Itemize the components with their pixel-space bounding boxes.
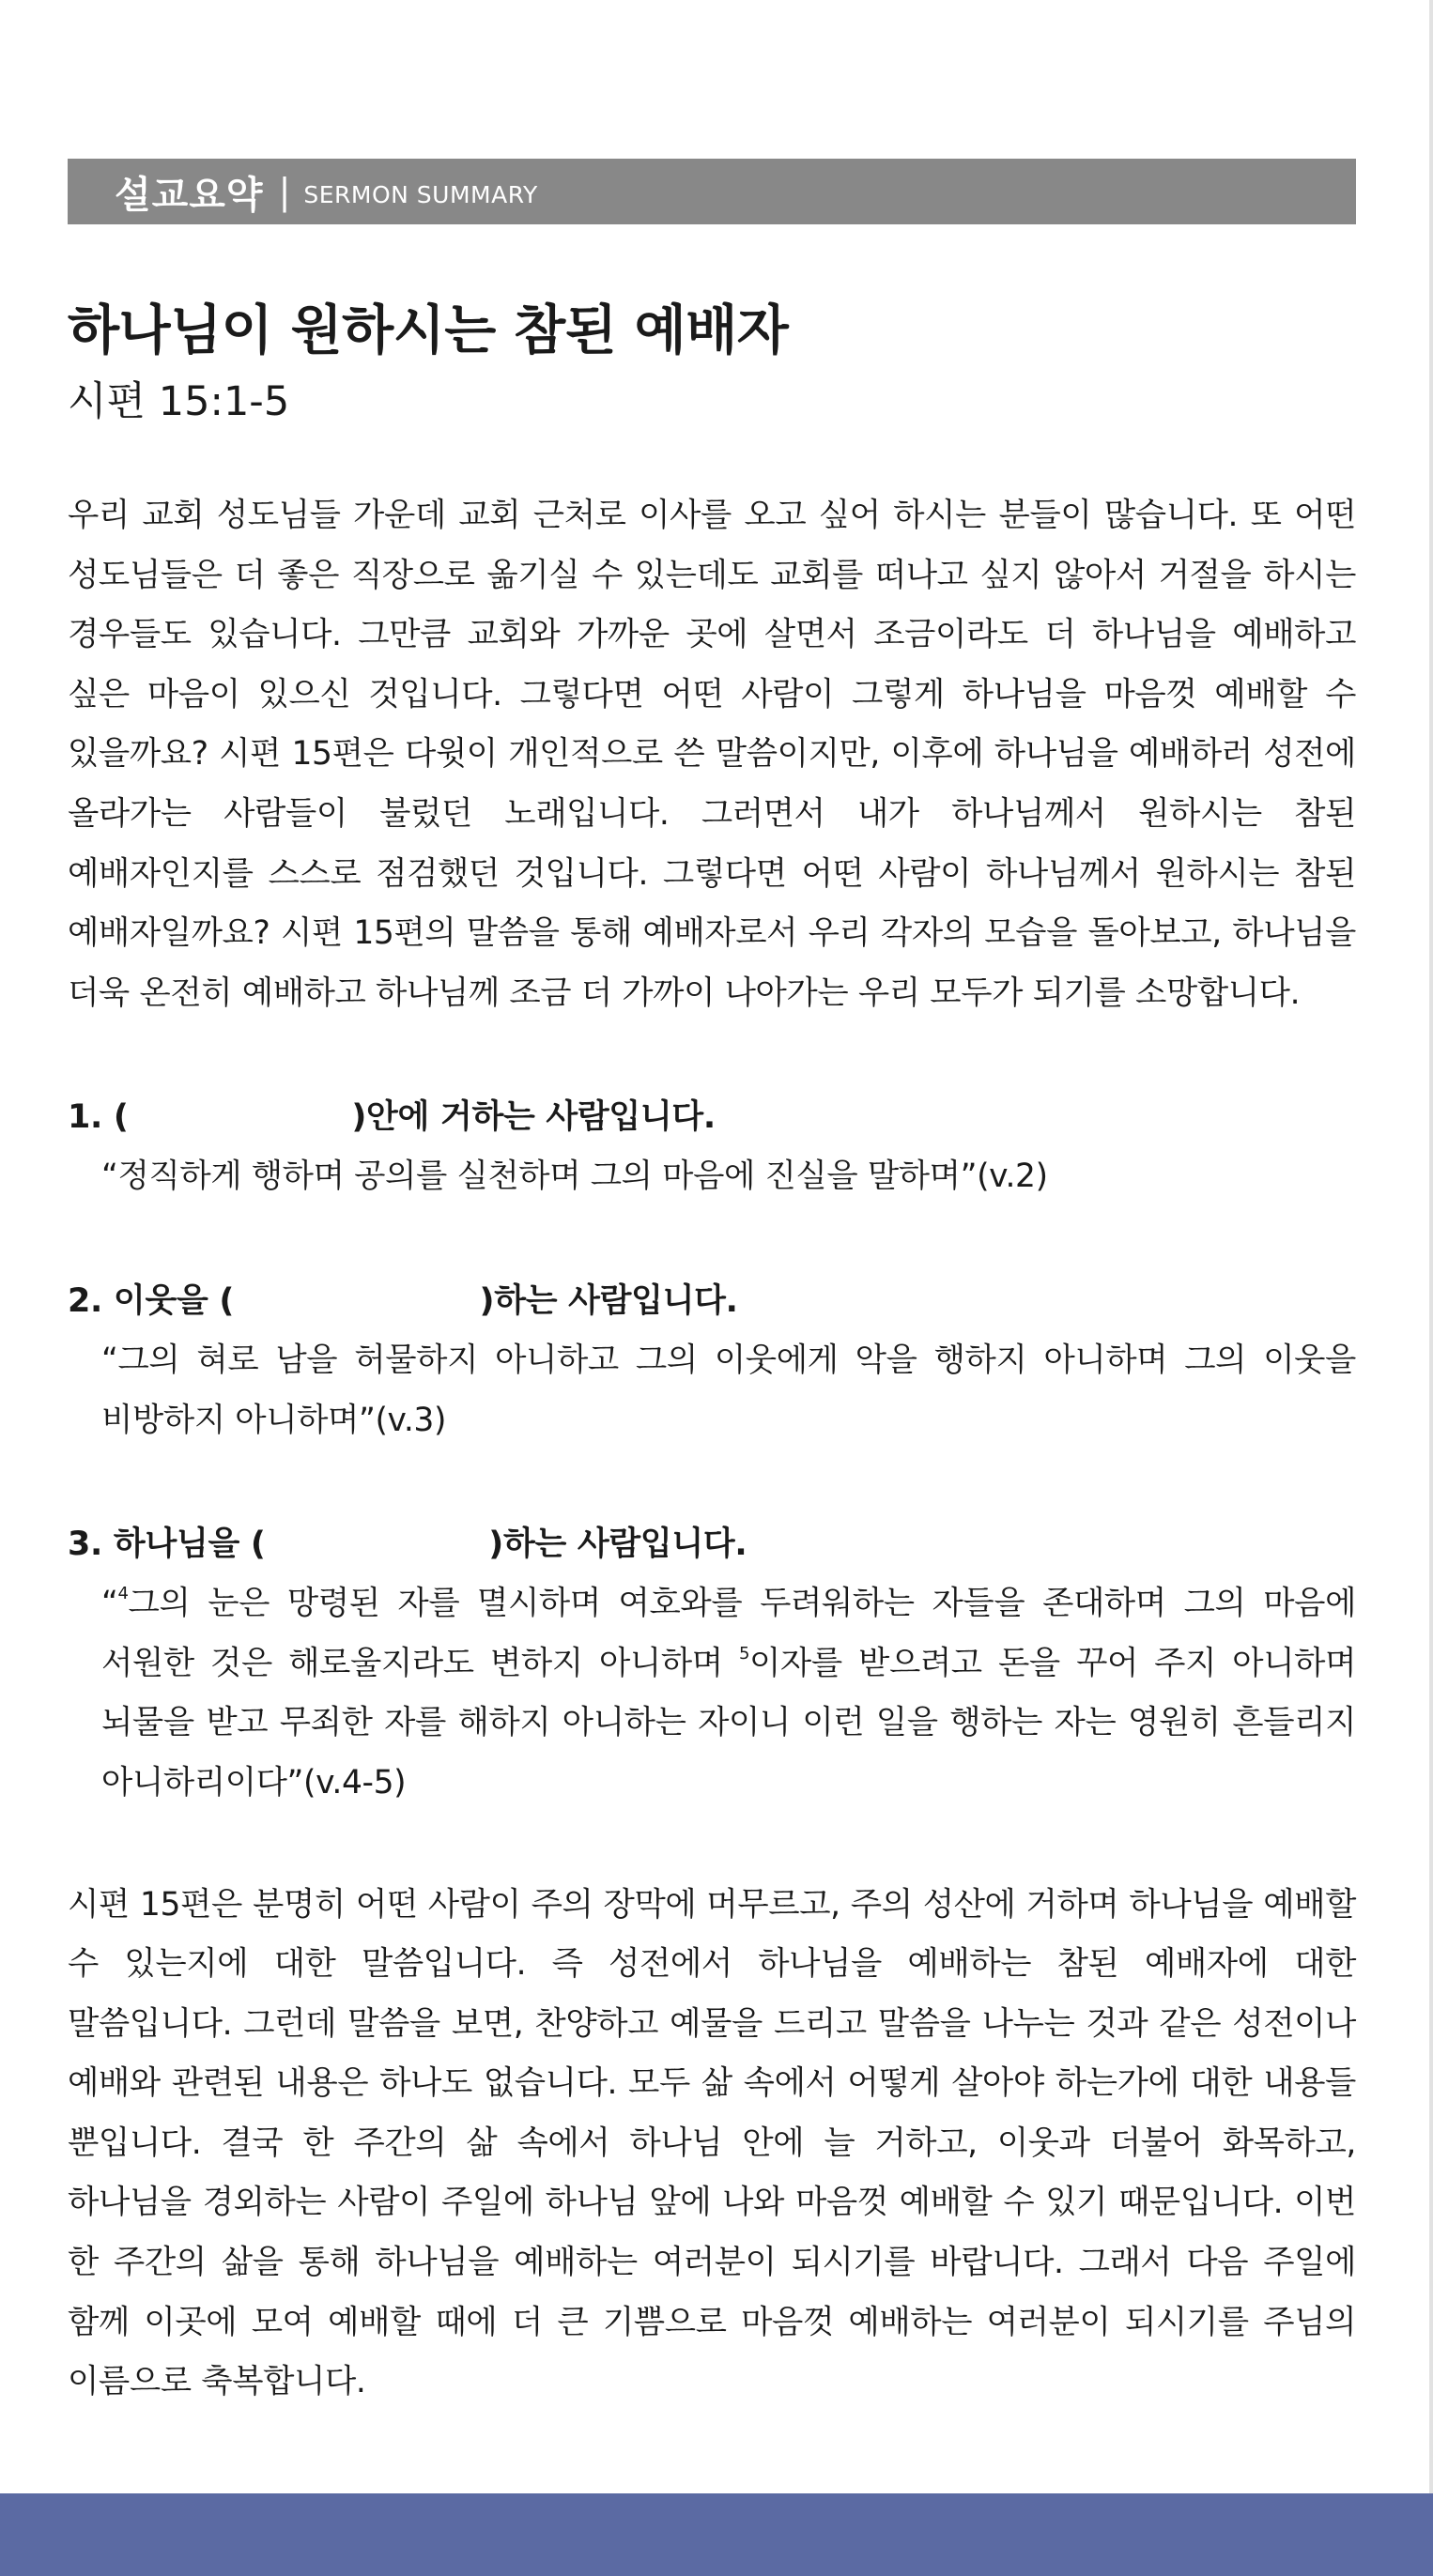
point-1-heading: 1. ( )안에 거하는 사람입니다.	[68, 1098, 716, 1137]
scripture-reference: 시편 15:1-5	[68, 378, 290, 425]
point-1-quote: “정직하게 행하며 공의를 실천하며 그의 마음에 진실을 말하며”(v.2)	[101, 1158, 1048, 1196]
point-2-heading: 2. 이웃을 ( )하는 사람입니다.	[68, 1281, 738, 1320]
section-title-separator: |	[278, 171, 291, 212]
intro-paragraph: 우리 교회 성도님들 가운데 교회 근처로 이사를 오고 싶어 하시는 분들이 많습니다. 또 어떤 성도님들은 더 좋은 직장으로 옮기실 수 있는데도 교회를 떠나고 싶지 않아서 거절을 하시는 경우들도 있습니다. 그만큼 교회와 가까운 곳에 살면서 조금이라도 더 하나님을 예배하고 싶은 마음이 있으신 것입니다. 그렇다면 어떤 사람이 그렇게 하나님을 마음껏 예배할 수 있을까요? 시편 15편은 다윗이 개인적으로 쓴 말씀이지만, 이후에 하나님을 예배하러 성전에 올라가는 사람들이 불렀던 노래입니다. 그러면서 내가 하나님께서 원하시는 참된 예배자인지를 스스로 점검했던 것입니다. 그렇다면 어떤 사람이 하나님께서 원하시는 참된 예배자일까요? 시편 15편의 말씀을 통해 예배자로서 우리 각자의 모습을 돌아보고, 하나님을 더욱 온전히 예배하고 하나님께 조금 더 가까이 나아가는 우리 모두가 되기를 소망합니다.	[68, 497, 1356, 1012]
section-title: 설교요약	[115, 173, 264, 217]
sermon-content	[68, 293, 1356, 2413]
point-2	[68, 1271, 1356, 1450]
point-3-heading: 3. 하나님을 ( )하는 사람입니다.	[68, 1526, 747, 1564]
point-3-quote-part2: 이자를 받으려고 돈을 꾸어 주지 아니하며 뇌물을 받고 무죄한 자를 해하지 아니하는 자이니 이런 일을 행하는 자는 영원히 흔들리지 아니하리이다”(v.4-5)	[101, 1644, 1356, 1802]
verse-number-5: 5	[738, 1643, 749, 1664]
page-edge-rule	[1429, 0, 1433, 2576]
point-1	[68, 1087, 1356, 1207]
closing-paragraph: 시편 15편은 분명히 어떤 사람이 주의 장막에 머무르고, 주의 성산에 거하며 하나님을 예배할 수 있는지에 대한 말씀입니다. 즉 성전에서 하나님을 예배하는 참된 예배자에 대한 말씀입니다. 그런데 말씀을 보면, 찬양하고 예물을 드리고 말씀을 나누는 것과 같은 성전이나 예배와 관련된 내용은 하나도 없습니다. 모두 삶 속에서 어떻게 살아야 하는가에 대한 내용들 뿐입니다. 결국 한 주간의 삶 속에서 하나님 안에 늘 거하고, 이웃과 더불어 화목하고, 하나님을 경외하는 사람이 주일에 하나님 앞에 나와 마음껏 예배할 수 있기 때문입니다. 이번 한 주간의 삶을 통해 하나님을 예배하는 여러분이 되시기를 바랍니다. 그래서 다음 주일에 함께 이곳에 모여 예배할 때에 더 큰 기쁨으로 마음껏 예배하는 여러분이 되시기를 주님의 이름으로 축복합니다.	[68, 1885, 1356, 2401]
sermon-title: 하나님이 원하시는 참된 예배자	[68, 299, 789, 361]
verse-number-4: 4	[117, 1584, 129, 1604]
point-3	[68, 1514, 1356, 1813]
section-subtitle: SERMON SUMMARY	[303, 180, 538, 208]
point-3-quote-part1: 그의 눈은 망령된 자를 멸시하며 여호와를 두려워하는 자들을 존대하며 그의 마음에 서원한 것은 해로울지라도 변하지 아니하며	[101, 1585, 1356, 1682]
point-3-quote	[68, 1574, 1356, 1813]
section-header-bar	[68, 159, 1356, 224]
footer-band	[0, 2493, 1433, 2576]
point-2-quote: “그의 혀로 남을 허물하지 아니하고 그의 이웃에게 악을 행하지 아니하며 그의 이웃을 비방하지 아니하며”(v.3)	[101, 1341, 1356, 1439]
point-3-quote-open: “	[101, 1585, 118, 1623]
